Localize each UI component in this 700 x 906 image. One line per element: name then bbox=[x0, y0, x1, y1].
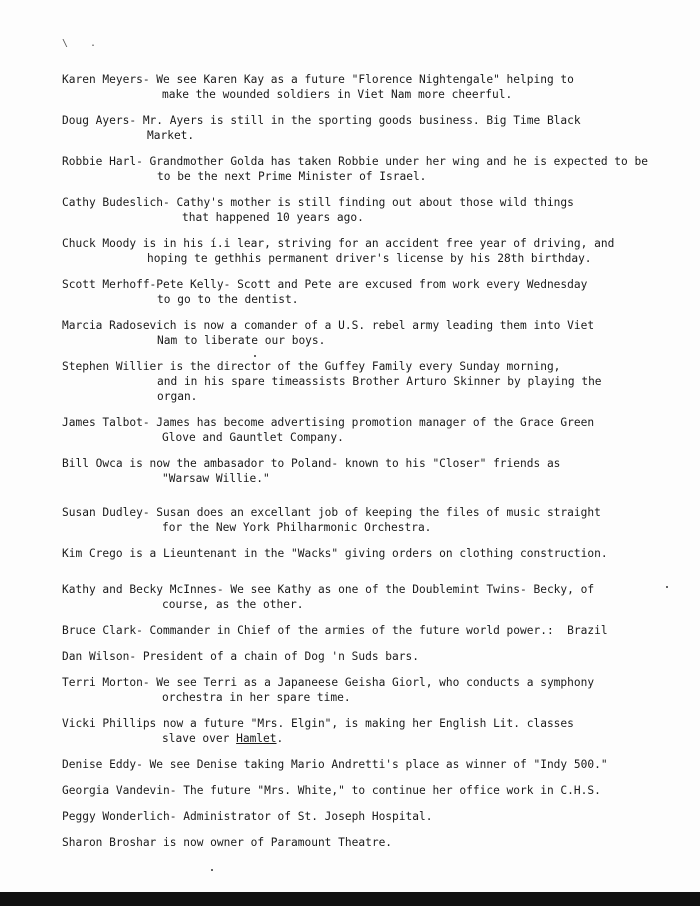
entry-vicki-phillips bbox=[62, 716, 652, 746]
entry-kathy-becky-mcinnes bbox=[62, 582, 652, 612]
entry-denise-eddy bbox=[62, 757, 652, 772]
entry-line: Susan Dudley- Susan does an excellant job of keeping the files of music straight bbox=[62, 506, 601, 519]
speck-mark bbox=[254, 355, 256, 357]
entry-dan-wilson bbox=[62, 649, 652, 664]
entry-line: Stephen Willier is the director of the Guffey Family every Sunday morning, bbox=[62, 360, 561, 373]
entry-line: to be the next Prime Minister of Israel. bbox=[157, 170, 427, 183]
entry-bill-owca bbox=[62, 456, 652, 486]
entry-georgia-vandevin bbox=[62, 783, 652, 798]
entry-line: Cathy Budeslich- Cathy's mother is still finding out about those wild things bbox=[62, 196, 574, 209]
entry-line: Scott Merhoff-Pete Kelly- Scott and Pete are excused from work every Wednesday bbox=[62, 278, 588, 291]
entry-line: Sharon Broshar is now owner of Paramount Theatre. bbox=[62, 836, 393, 849]
entry-line: Peggy Wonderlich- Administrator of St. Joseph Hospital. bbox=[62, 810, 433, 823]
entry-line: Nam to liberate our boys. bbox=[157, 334, 326, 347]
entry-james-talbot bbox=[62, 415, 652, 445]
entry-stephen-willier bbox=[62, 359, 652, 404]
entry-line: Robbie Harl- Grandmother Golda has taken Robbie under her wing and he is expected to be bbox=[62, 155, 648, 168]
entry-line: Vicki Phillips now a future "Mrs. Elgin", is making her English Lit. classes bbox=[62, 717, 574, 730]
entries-list bbox=[62, 72, 652, 850]
entry-line-end: . bbox=[276, 732, 284, 745]
entry-line: orchestra in her spare time. bbox=[162, 691, 351, 704]
entry-line: Kathy and Becky McInnes- We see Kathy as one of the Doublemint Twins- Becky, of bbox=[62, 583, 595, 596]
entry-line: Chuck Moody is in his í.i lear, striving for an accident free year of driving, and bbox=[62, 237, 615, 250]
entry-line: course, as the other. bbox=[162, 598, 304, 611]
entry-line: "Warsaw Willie." bbox=[162, 472, 270, 485]
entry-line: Bill Owca is now the ambasador to Poland- known to his "Closer" friends as bbox=[62, 457, 561, 470]
bottom-edge-bar bbox=[0, 892, 700, 906]
entry-line: hoping te gethhis permanent driver's license by his 28th birthday. bbox=[147, 252, 592, 265]
entry-susan-dudley bbox=[62, 505, 652, 535]
entry-kim-crego bbox=[62, 546, 652, 561]
entry-robbie-harl bbox=[62, 154, 652, 184]
speck-mark bbox=[211, 869, 213, 871]
entry-chuck-moody bbox=[62, 236, 652, 266]
entry-line: Terri Morton- We see Terri as a Japaneese Geisha Giorl, who conducts a symphony bbox=[62, 676, 595, 689]
entry-line: James Talbot- James has become advertising promotion manager of the Grace Green bbox=[62, 416, 595, 429]
entry-line: for the New York Philharmonic Orchestra. bbox=[162, 521, 432, 534]
entry-line: that happened 10 years ago. bbox=[182, 211, 364, 224]
entry-line: Glove and Gauntlet Company. bbox=[162, 431, 344, 444]
entry-line-text: slave over bbox=[162, 732, 237, 745]
entry-bruce-clark bbox=[62, 623, 652, 638]
entry-peggy-wonderlich bbox=[62, 809, 652, 824]
entry-line: and in his spare timeassists Brother Arturo Skinner by playing the bbox=[157, 375, 602, 388]
entry-sharon-broshar bbox=[62, 835, 652, 850]
speck-mark bbox=[666, 586, 668, 588]
entry-line: Karen Meyers- We see Karen Kay as a future "Florence Nightengale" helping to bbox=[62, 73, 574, 86]
entry-line: organ. bbox=[157, 390, 198, 403]
entry-scott-merhoff-pete-kelly bbox=[62, 277, 652, 307]
entry-line: Dan Wilson- President of a chain of Dog 'n Suds bars. bbox=[62, 650, 419, 663]
entry-line: Denise Eddy- We see Denise taking Mario Andretti's place as winner of "Indy 500." bbox=[62, 758, 608, 771]
entry-cathy-budeslich bbox=[62, 195, 652, 225]
entry-line: Marcia Radosevich is now a comander of a U.S. rebel army leading them into Viet bbox=[62, 319, 595, 332]
entry-marcia-radosevich bbox=[62, 318, 652, 348]
entry-line: Kim Crego is a Lieuntenant in the "Wacks" giving orders on clothing construction. bbox=[62, 547, 608, 560]
corner-mark: \ . bbox=[62, 38, 105, 49]
entry-line: Market. bbox=[147, 129, 195, 142]
entry-karen-meyers bbox=[62, 72, 652, 102]
entry-line: to go to the dentist. bbox=[157, 293, 299, 306]
entry-line: Doug Ayers- Mr. Ayers is still in the sporting goods business. Big Time Black bbox=[62, 114, 581, 127]
entry-line: Bruce Clark- Commander in Chief of the armies of the future world power.: Brazil bbox=[62, 624, 608, 637]
entry-doug-ayers bbox=[62, 113, 652, 143]
underlined-title: Hamlet bbox=[236, 732, 277, 745]
entry-line-with-title bbox=[62, 731, 652, 746]
entry-line: make the wounded soldiers in Viet Nam more cheerful. bbox=[162, 88, 513, 101]
entry-line: Georgia Vandevin- The future "Mrs. White," to continue her office work in C.H.S. bbox=[62, 784, 601, 797]
entry-terri-morton bbox=[62, 675, 652, 705]
